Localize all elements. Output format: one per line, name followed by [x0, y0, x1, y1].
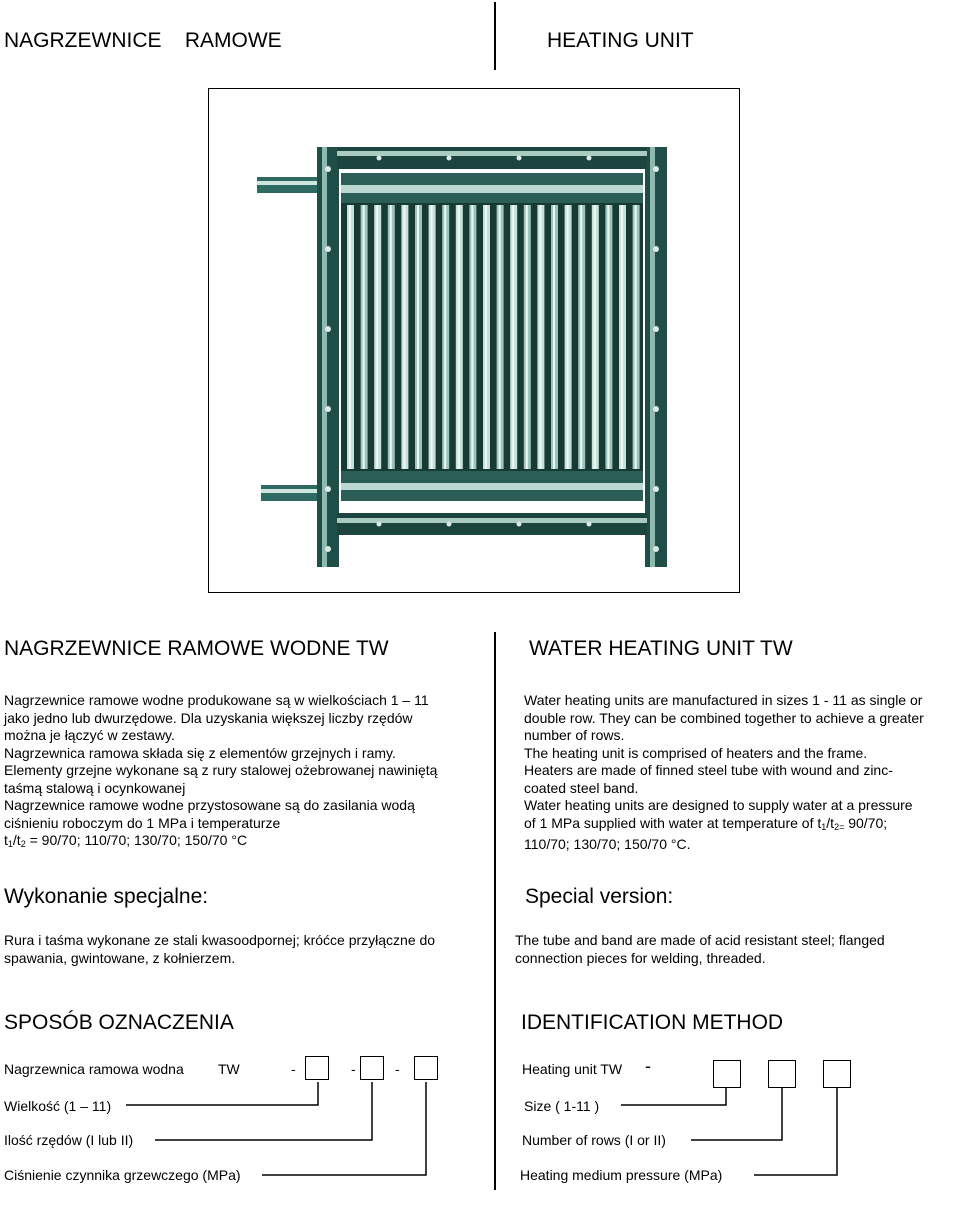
- tube-highlight: [417, 205, 419, 469]
- right-ident-title: IDENTIFICATION METHOD: [521, 1011, 784, 1034]
- tube-highlight: [390, 205, 392, 469]
- right-desc-line: The heating unit is comprised of heaters and the frame.: [524, 744, 868, 761]
- tube-highlight: [458, 205, 460, 469]
- left-desc-line: taśmą stalową i ocynkowanej: [4, 779, 186, 796]
- right-desc-line: number of rows.: [524, 727, 625, 743]
- pressure-box: [414, 1056, 438, 1080]
- dash: -: [645, 1056, 651, 1076]
- size-box: [305, 1056, 329, 1080]
- temp-values: 90/70;: [844, 814, 888, 831]
- tube-highlight: [621, 205, 623, 469]
- right-desc-line: Water heating units are designed to supply water at a pressure: [524, 797, 913, 813]
- tube-highlight: [349, 205, 351, 469]
- tube-highlight: [635, 205, 637, 469]
- right-desc-line: 110/70; 130/70; 150/70 °C.: [524, 836, 691, 852]
- header-divider: [494, 2, 496, 70]
- right-desc-line: Heaters are made of finned steel tube with wound and zinc-: [524, 762, 893, 778]
- left-ident-rows: Ilość rzędów (I lub II): [4, 1132, 134, 1148]
- left-desc-line: Elementy grzejne wykonane są z rury stalowej ożebrowanej nawiniętą: [4, 762, 438, 778]
- right-temperature-line: [524, 815, 960, 837]
- right-ident-pressure: Heating medium pressure (MPa): [520, 1167, 723, 1183]
- left-special-line: spawania, gwintowane, z kołnierzem.: [4, 949, 236, 966]
- temp-slash: /t: [826, 814, 835, 831]
- left-special-title: Wykonanie specjalne:: [4, 885, 209, 908]
- right-special-title: Special version:: [525, 885, 674, 908]
- left-desc-line: Nagrzewnice ramowe wodne produkowane są w wielkościach 1 – 11: [4, 692, 429, 708]
- tube-highlight: [471, 205, 473, 469]
- left-connector-lines: [0, 1080, 494, 1180]
- tube-highlight: [431, 205, 433, 469]
- left-temperature-line: [4, 832, 488, 854]
- right-ident-rows: Number of rows (I or II): [522, 1132, 666, 1148]
- tube-highlight: [403, 205, 405, 469]
- temp-sub1: 1: [7, 839, 13, 849]
- tube-highlight: [363, 205, 365, 469]
- right-desc-line: double row. They can be combined together to achieve a greater: [524, 709, 924, 726]
- right-section-title: WATER HEATING UNIT TW: [529, 637, 793, 660]
- left-desc-line: ciśnieniu roboczym do 1 MPa i temperaturze: [4, 814, 281, 831]
- left-desc-line: jako jedno lub dwurzędowe. Dla uzyskania większej liczby rzędów: [4, 709, 413, 726]
- left-section-title: NAGRZEWNICE RAMOWE WODNE TW: [4, 637, 389, 660]
- temp-text: of 1 MPa supplied with water at temperature of t: [524, 814, 822, 831]
- dash: -: [351, 1061, 356, 1077]
- right-ident-size: Size ( 1-11 ): [524, 1098, 600, 1114]
- rows-box: [360, 1056, 384, 1080]
- temp-sub1: 1: [821, 821, 827, 832]
- tube-highlight: [444, 205, 446, 469]
- right-ident-label: Heating unit TW: [522, 1061, 623, 1077]
- left-ident-tw: TW: [218, 1061, 240, 1077]
- left-ident-size: Wielkość (1 – 11): [4, 1098, 112, 1114]
- left-description: [4, 692, 488, 854]
- tube-highlight: [580, 205, 582, 469]
- temp-sub2: 2: [20, 839, 26, 849]
- left-ident-title: SPOSÓB OZNACZENIA: [4, 1011, 234, 1034]
- tube-highlight: [526, 205, 528, 469]
- right-header-title: HEATING UNIT: [547, 29, 694, 52]
- tube-highlight: [485, 205, 487, 469]
- right-connector-lines: [496, 1080, 960, 1180]
- right-special-line: connection pieces for welding, threaded.: [515, 949, 766, 966]
- left-desc-line: Nagrzewnica ramowa składa się z elementów grzejnych i ramy.: [4, 744, 396, 761]
- left-special-text: [4, 932, 435, 967]
- tube-highlight: [607, 205, 609, 469]
- right-description: [524, 692, 960, 854]
- right-desc-line: Water heating units are manufactured in sizes 1 - 11 as single or: [524, 692, 923, 708]
- tube-highlight: [539, 205, 541, 469]
- right-special-text: [515, 932, 885, 967]
- tube-highlight: [376, 205, 378, 469]
- temp-values: = 90/70; 110/70; 130/70; 150/70 °C: [25, 832, 248, 848]
- left-header-title: NAGRZEWNICE RAMOWE: [4, 29, 282, 52]
- tube-highlight: [567, 205, 569, 469]
- tube-highlight: [499, 205, 501, 469]
- temp-t: t: [4, 832, 8, 848]
- left-ident-pressure: Ciśnienie czynnika grzewczego (MPa): [4, 1167, 241, 1183]
- tube-highlight: [594, 205, 596, 469]
- right-special-line: The tube and band are made of acid resistant steel; flanged: [515, 932, 885, 948]
- photo-frame: [208, 88, 740, 593]
- left-special-line: Rura i taśma wykonane ze stali kwasoodpornej; króćce przyłączne do: [4, 932, 436, 948]
- left-ident-label: Nagrzewnica ramowa wodna: [4, 1061, 184, 1077]
- left-desc-line: można je łączyć w zestawy.: [4, 727, 175, 743]
- tube-highlight: [553, 205, 555, 469]
- temp-sub2: 2=: [834, 821, 845, 832]
- dash: -: [395, 1061, 400, 1077]
- heating-coil-photo: [209, 89, 738, 591]
- left-desc-line: Nagrzewnice ramowe wodne przystosowane są do zasilania wodą: [4, 797, 415, 813]
- right-desc-line: coated steel band.: [524, 779, 639, 796]
- dash: -: [291, 1061, 296, 1077]
- tube-highlight: [512, 205, 514, 469]
- temp-slash: /t: [12, 832, 21, 848]
